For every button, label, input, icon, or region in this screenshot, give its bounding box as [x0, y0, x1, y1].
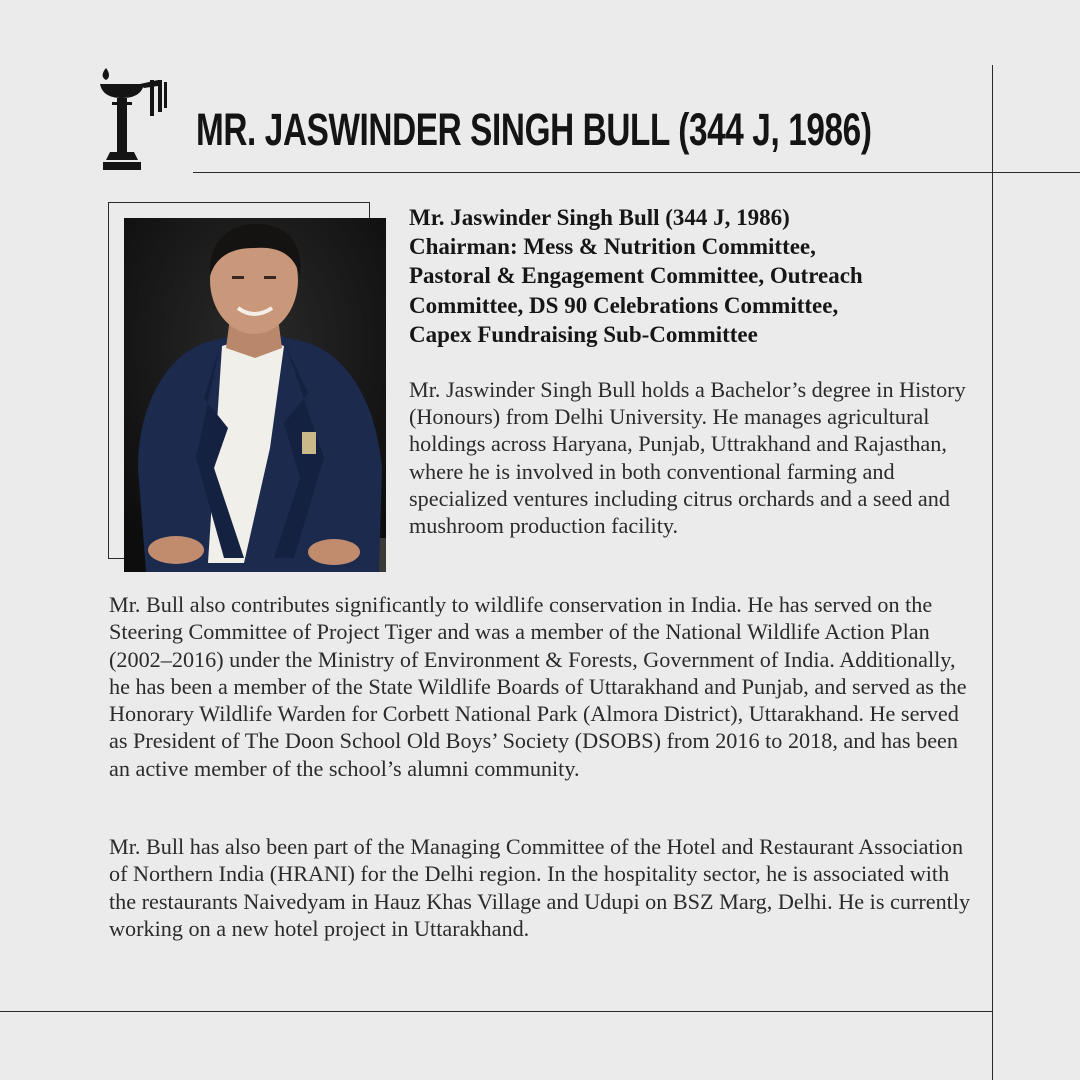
profile-role-line: Committee, DS 90 Celebrations Committee, — [409, 292, 839, 318]
vertical-rule — [992, 65, 993, 1080]
portrait-photo — [124, 218, 386, 572]
bio-paragraph-hospitality: Mr. Bull has also been part of the Managing Committee of the Hotel and Restaurant Association of Northern India (HRANI) for the Delhi region. In the hospitality sector, he is associated with the restaurants Naivedyam in Hauz Khas Village and Udupi on BSZ Marg, Delhi. He is currently working on a new hotel project in Uttarakhand. — [109, 834, 971, 941]
profile-role-line: Chairman: Mess & Nutrition Committee, — [409, 234, 816, 260]
bio-intro-paragraph: Mr. Jaswinder Singh Bull holds a Bachelor’s degree in History (Honours) from Delhi University. He manages agricultural holdings across Haryana, Punjab, Uttrakhand and Rajasthan, where he is involved in both conventional farming and specialized ventures including citrus orchards and a seed and mushroom production facility. — [409, 377, 966, 539]
bottom-rule — [0, 1011, 993, 1012]
bio-paragraph-wildlife: Mr. Bull also contributes significantly to wildlife conservation in India. He has served on the Steering Committee of Project Tiger and was a member of the National Wildlife Action Plan (2002–2016) under the Ministry of Environment & Forests, Government of India. Additionally, he has been a member of the State Wildlife Boards of Uttarakhand and Punjab, and served as the Honorary Wildlife Warden for Corbett National Park (Almora District), Uttarakhand. He served as President of The Doon School Old Boys’ Society (DSOBS) from 2016 to 2018, and has been an active member of the school’s alumni community. — [109, 592, 967, 781]
lamp-emblem-icon — [100, 66, 168, 172]
profile-role-line: Pastoral & Engagement Committee, Outreach — [409, 263, 863, 289]
page-title: MR. JASWINDER SINGH BULL (344 J, 1986) — [196, 104, 872, 155]
profile-role-line: Capex Fundraising Sub-Committee — [409, 321, 758, 347]
title-underline — [193, 172, 1080, 173]
profile-heading — [409, 203, 969, 349]
profile-name-line: Mr. Jaswinder Singh Bull (344 J, 1986) — [409, 205, 790, 230]
